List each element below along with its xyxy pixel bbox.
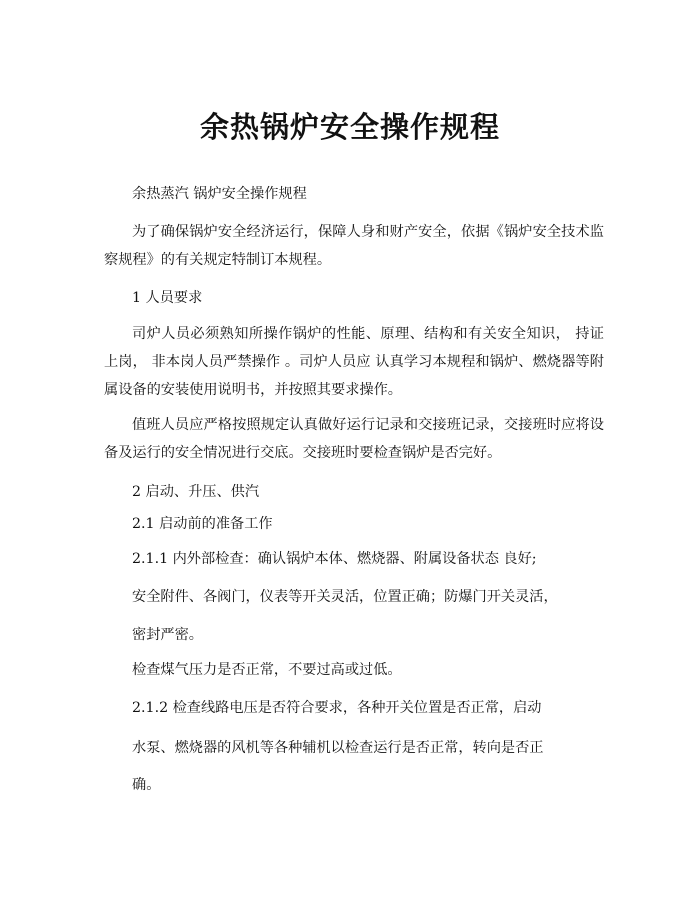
item-2-1-1-line-2: 安全附件、各阀门，仪表等开关灵活，位置正确；防爆门开关灵活， <box>132 589 558 605</box>
paragraph-staff-requirements: 司炉人员必须熟知所操作锅炉的性能、原理、结构和有关安全知识， 持证上岗， 非本岗人员严禁操作 。司炉人员应 认真学习本规程和锅炉、燃烧器等附属设备的安装使用说明书，并按照其要求操作。 <box>104 326 604 398</box>
item-2-1-1-line-4: 检查煤气压力是否正常，不要过高或过低。 <box>132 662 402 678</box>
section-heading-1: 1 人员要求 <box>132 290 203 306</box>
section-heading-2: 2 启动、升压、供汽 <box>132 484 260 500</box>
item-2-1-1-line-3: 密封严密。 <box>132 627 203 643</box>
paragraph-purpose: 为了确保锅炉安全经济运行，保障人身和财产安全，依据《锅炉安全技术监察规程》的有关规定特制订本规程。 <box>104 224 604 268</box>
item-2-1-2-line-1: 2.1.2 检查线路电压是否符合要求，各种开关位置是否正常，启动 <box>132 700 542 716</box>
item-2-1-1-line-1: 2.1.1 内外部检查：确认锅炉本体、燃烧器、附属设备状态 良好; <box>132 551 537 567</box>
item-2-1-2-line-3: 确。 <box>132 777 161 793</box>
document-title: 余热锅炉安全操作规程 <box>199 110 500 144</box>
document-subtitle: 余热蒸汽 锅炉安全操作规程 <box>132 186 307 202</box>
paragraph-shift-handover: 值班人员应严格按照规定认真做好运行记录和交接班记录，交接班时应将设备及运行的安全情况进行交底。交接班时要检查锅炉是否完好。 <box>104 417 604 461</box>
item-2-1-2-line-2: 水泵、燃烧器的风机等各种辅机以检查运行是否正常，转向是否正 <box>132 740 544 756</box>
section-heading-2-1: 2.1 启动前的准备工作 <box>132 516 273 532</box>
